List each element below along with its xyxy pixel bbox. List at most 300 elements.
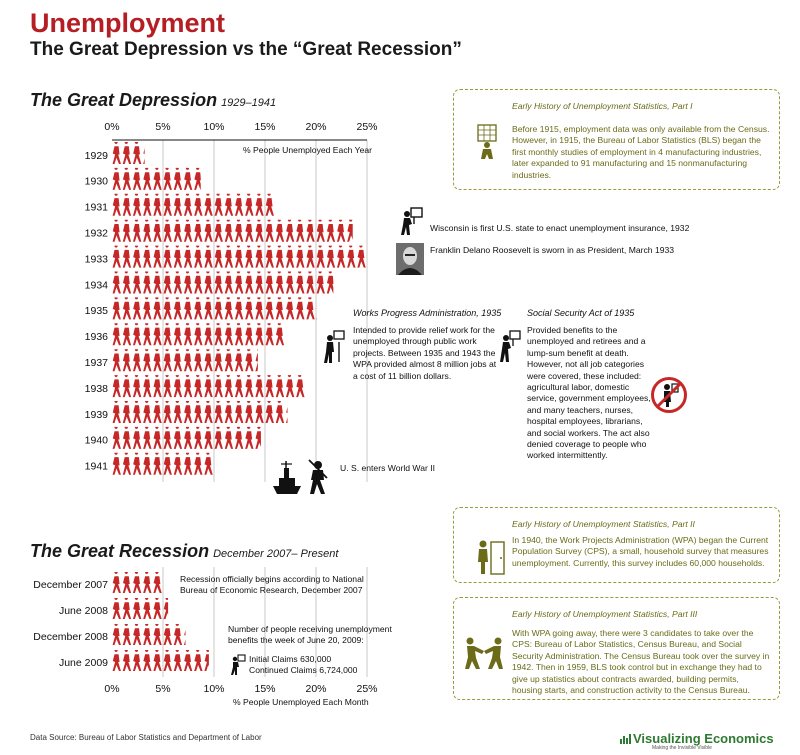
figure-mark — [235, 348, 243, 371]
tick-label: 0% — [104, 683, 120, 695]
tick-label: 25% — [356, 121, 378, 133]
figure-mark — [204, 452, 212, 475]
figure-mark — [174, 322, 182, 345]
brand-logo-icon — [620, 733, 632, 744]
category-label: December 2008 — [33, 631, 108, 643]
figure-mark — [194, 193, 202, 216]
figure-mark — [123, 244, 131, 267]
figure-mark — [184, 623, 192, 645]
category-label: 1930 — [84, 175, 108, 188]
recession-heading-text: The Great Recession — [30, 541, 210, 561]
figure-mark — [266, 218, 274, 241]
figure-mark — [215, 296, 223, 319]
figure-mark — [245, 374, 253, 397]
figure-mark — [143, 193, 151, 216]
figure-mark — [317, 218, 325, 241]
figure-mark — [153, 571, 161, 593]
figure-mark — [235, 193, 243, 216]
figure-mark — [266, 374, 274, 397]
figure-mark — [153, 374, 161, 397]
figure-mark — [255, 270, 263, 293]
figure-mark — [215, 426, 223, 449]
category-label: 1934 — [84, 279, 108, 292]
figure-mark — [174, 167, 182, 190]
figure-mark — [123, 623, 131, 645]
figure-mark — [113, 270, 121, 293]
figure-mark — [153, 597, 161, 619]
figure-mark — [266, 244, 274, 267]
figure-mark — [143, 244, 151, 267]
figure-mark — [204, 218, 212, 241]
figure-mark — [113, 400, 121, 423]
figure-mark — [276, 218, 284, 241]
figure-mark — [123, 597, 131, 619]
figure-mark — [133, 218, 141, 241]
figure-mark — [184, 244, 192, 267]
figure-mark — [235, 322, 243, 345]
info-box-part-3-title: Early History of Unemployment Statistics, Part III — [512, 609, 698, 619]
figure-mark — [143, 452, 151, 475]
figure-mark — [143, 623, 151, 645]
figure-mark — [194, 322, 202, 345]
figure-mark — [245, 322, 253, 345]
brand-tagline: Making the Invisible Visible — [652, 745, 712, 751]
figure-mark — [306, 218, 314, 241]
figure-mark — [296, 374, 304, 397]
figure-mark — [133, 193, 141, 216]
figure-mark — [133, 426, 141, 449]
figure-mark — [215, 374, 223, 397]
tick-label: 25% — [356, 683, 378, 695]
event-fdr: Franklin Delano Roosevelt is sworn in as President, March 1933 — [430, 245, 675, 255]
figure-mark — [133, 597, 141, 619]
figure-mark — [235, 218, 243, 241]
value-bar — [113, 141, 152, 164]
figure-mark — [113, 374, 121, 397]
figure-mark — [113, 452, 121, 475]
figure-mark — [123, 374, 131, 397]
recession-heading — [30, 541, 338, 562]
category-label: 1941 — [84, 460, 108, 473]
figure-mark — [133, 270, 141, 293]
figure-mark — [276, 400, 284, 423]
figure-mark — [113, 193, 121, 216]
tick-label: 5% — [155, 121, 171, 133]
figure-mark — [153, 193, 161, 216]
figure-mark — [123, 141, 131, 164]
figure-mark — [215, 270, 223, 293]
category-label: 1939 — [84, 408, 108, 421]
benefits-heading: Number of people receiving unemployment benefits the week of June 20, 2009: — [228, 624, 392, 646]
depression-heading-text: The Great Depression — [30, 90, 218, 110]
figure-mark — [296, 244, 304, 267]
figure-mark — [143, 141, 151, 164]
figure-mark — [255, 193, 263, 216]
figure-mark — [235, 244, 243, 267]
figure-mark — [215, 244, 223, 267]
figure-mark — [123, 348, 131, 371]
figure-mark — [164, 623, 172, 645]
figure-mark — [296, 270, 304, 293]
info-box-part-2 — [453, 507, 780, 583]
category-label: June 2009 — [58, 657, 108, 669]
figure-mark — [225, 270, 233, 293]
figure-mark — [113, 322, 121, 345]
battleship-icon — [272, 460, 302, 496]
value-bar — [113, 218, 356, 241]
figure-mark — [123, 452, 131, 475]
figure-mark — [123, 426, 131, 449]
figure-mark — [245, 218, 253, 241]
initial-claims: Initial Claims 630,000 — [249, 654, 332, 664]
figure-mark — [143, 322, 151, 345]
figure-mark — [123, 167, 131, 190]
figure-mark — [204, 400, 212, 423]
ssa-note-text: Provided benefits to the unemployed and retirees and a lump-sum benefit at death. However, not all job categories were covered, these included: agricultural labor, domestic service, government employees, and many teachers, nurses, hospital employees, librarians, and social workers. The act also denied coverage to people who worked intermittently. — [527, 325, 651, 461]
figure-mark — [113, 348, 121, 371]
figure-mark — [225, 193, 233, 216]
category-label: December 2007 — [33, 579, 108, 591]
value-bar — [113, 167, 203, 190]
figure-mark — [194, 452, 202, 475]
figure-mark — [194, 244, 202, 267]
figure-mark — [174, 400, 182, 423]
tick-label: 10% — [203, 683, 225, 695]
figure-mark — [174, 296, 182, 319]
figure-mark — [123, 296, 131, 319]
figure-mark — [164, 374, 172, 397]
figure-mark — [174, 426, 182, 449]
figure-mark — [347, 244, 355, 267]
value-bar — [113, 244, 366, 267]
figure-mark — [174, 649, 182, 671]
tick-label: 15% — [254, 683, 276, 695]
figure-mark — [153, 270, 161, 293]
info-box-part-1 — [453, 89, 780, 190]
figure-mark — [143, 218, 151, 241]
figure-mark — [327, 244, 335, 267]
figure-mark — [276, 322, 284, 345]
figure-mark — [286, 400, 294, 423]
value-bar — [113, 322, 285, 345]
figure-mark — [194, 400, 202, 423]
figure-mark — [235, 374, 243, 397]
figure-mark — [235, 426, 243, 449]
figure-mark — [266, 296, 274, 319]
figure-mark — [123, 270, 131, 293]
figure-mark — [133, 374, 141, 397]
figure-mark — [255, 400, 263, 423]
figure-mark — [225, 296, 233, 319]
event-wisconsin: Wisconsin is first U.S. state to enact unemployment insurance, 1932 — [430, 223, 690, 233]
category-label: 1936 — [84, 331, 108, 344]
figure-mark — [153, 400, 161, 423]
figure-mark — [306, 270, 314, 293]
figure-mark — [133, 649, 141, 671]
figure-mark — [215, 400, 223, 423]
figure-mark — [113, 597, 121, 619]
figure-mark — [286, 218, 294, 241]
figure-mark — [296, 218, 304, 241]
info-box-part-2-text: In 1940, the Work Projects Administration (WPA) began the Current Population Survey (CPS), a small, household survey that measures unemployment. Currently, this survey includes 60,000 households. — [512, 535, 769, 568]
figure-mark — [225, 426, 233, 449]
figure-mark — [225, 374, 233, 397]
figure-mark — [143, 571, 151, 593]
figure-mark — [174, 623, 182, 645]
figure-mark — [143, 348, 151, 371]
figure-mark — [164, 244, 172, 267]
figure-mark — [123, 400, 131, 423]
figure-mark — [174, 374, 182, 397]
info-box-part-3-text: With WPA going away, there were 3 candidates to take over the CPS: Bureau of Labor Statistics, Census Bureau, and Social Security Administration. The Census Bureau took over the survey in 1942. Then in 1959, BLS took control but in exchange they had to give up statistics about contracts awarded, building permits, housing starts, and construction activity to the Census Bureau. — [512, 628, 770, 696]
figure-mark — [133, 623, 141, 645]
figure-mark — [204, 374, 212, 397]
figure-mark — [276, 296, 284, 319]
figure-mark — [276, 244, 284, 267]
category-label: 1935 — [84, 305, 108, 318]
value-bar — [113, 623, 193, 645]
wpa-note-title: Works Progress Administration, 1935 — [353, 308, 502, 318]
figure-mark — [225, 348, 233, 371]
figure-mark — [317, 270, 325, 293]
figure-mark — [143, 400, 151, 423]
figure-mark — [194, 374, 202, 397]
category-label: 1932 — [84, 227, 108, 240]
main-subtitle: The Great Depression vs the “Great Recession” — [30, 39, 462, 60]
figure-mark — [194, 167, 202, 190]
value-bar — [113, 270, 336, 293]
figure-mark — [164, 167, 172, 190]
figure-mark — [143, 167, 151, 190]
figure-mark — [245, 426, 253, 449]
figure-mark — [204, 296, 212, 319]
figure-mark — [164, 193, 172, 216]
figure-mark — [164, 426, 172, 449]
figure-mark — [113, 649, 121, 671]
figure-mark — [306, 296, 314, 319]
value-bar — [113, 571, 162, 593]
figure-mark — [164, 218, 172, 241]
value-bar — [113, 400, 295, 423]
figure-mark — [245, 270, 253, 293]
figure-mark — [153, 623, 161, 645]
figure-mark — [153, 322, 161, 345]
figure-mark — [153, 348, 161, 371]
category-label: 1937 — [84, 356, 108, 369]
figure-mark — [113, 167, 121, 190]
figure-mark — [184, 649, 192, 671]
figure-mark — [153, 167, 161, 190]
figure-mark — [204, 649, 212, 671]
figure-mark — [184, 426, 192, 449]
tick-label: 20% — [305, 121, 327, 133]
figure-mark — [184, 193, 192, 216]
figure-mark — [194, 649, 202, 671]
handoff-icon — [462, 636, 506, 670]
figure-mark — [317, 244, 325, 267]
figure-mark — [123, 322, 131, 345]
depression-axis-caption: % People Unemployed Each Year — [243, 145, 372, 155]
figure-mark — [194, 270, 202, 293]
figure-mark — [266, 270, 274, 293]
figure-mark — [164, 649, 172, 671]
depression-heading — [30, 90, 276, 111]
figure-mark — [164, 597, 172, 619]
category-label: 1933 — [84, 253, 108, 266]
fdr-portrait-icon — [396, 243, 424, 275]
figure-mark — [276, 374, 284, 397]
figure-mark — [164, 348, 172, 371]
figure-mark — [255, 374, 263, 397]
recession-axis-caption: % People Unemployed Each Month — [233, 697, 369, 707]
soldier-icon — [306, 458, 332, 496]
value-bar — [113, 348, 264, 371]
figure-mark — [235, 270, 243, 293]
figure-mark — [143, 649, 151, 671]
continued-claims: Continued Claims 6,724,000 — [249, 665, 358, 675]
figure-mark — [306, 244, 314, 267]
figure-mark — [164, 322, 172, 345]
info-box-part-3 — [453, 597, 780, 700]
category-label: 1931 — [84, 201, 108, 214]
figure-mark — [225, 400, 233, 423]
figure-mark — [153, 649, 161, 671]
survey-interview-icon — [474, 538, 506, 576]
figure-mark — [255, 426, 263, 449]
tick-label: 20% — [305, 683, 327, 695]
figure-mark — [245, 296, 253, 319]
figure-mark — [245, 193, 253, 216]
figure-mark — [255, 244, 263, 267]
value-bar — [113, 296, 325, 319]
figure-mark — [276, 270, 284, 293]
figure-mark — [266, 193, 274, 216]
figure-mark — [286, 296, 294, 319]
figure-mark — [184, 348, 192, 371]
figure-mark — [153, 218, 161, 241]
figure-mark — [184, 452, 192, 475]
tick-label: 15% — [254, 121, 276, 133]
value-bar — [113, 374, 305, 397]
tick-label: 0% — [104, 121, 120, 133]
figure-mark — [184, 218, 192, 241]
figure-mark — [245, 244, 253, 267]
figure-mark — [143, 426, 151, 449]
figure-mark — [164, 296, 172, 319]
figure-mark — [133, 322, 141, 345]
figure-mark — [174, 244, 182, 267]
figure-mark — [215, 218, 223, 241]
depression-chart — [0, 110, 450, 490]
info-box-part-2-title: Early History of Unemployment Statistics, Part II — [512, 519, 695, 529]
figure-mark — [153, 452, 161, 475]
figure-mark — [174, 218, 182, 241]
figure-mark — [153, 244, 161, 267]
figure-mark — [235, 296, 243, 319]
figure-mark — [164, 400, 172, 423]
figure-mark — [123, 218, 131, 241]
census-worker-icon — [475, 124, 503, 162]
category-label: 1929 — [84, 149, 108, 162]
info-box-part-1-text: Before 1915, employment data was only available from the Census. However, in 1915, the Bureau of Labor Statistics (BLS) began the first monthly studies of employment in 4 manufacturing industries, later expanded to 91 manufacturing and 15 nonmanufacturing industries. — [512, 124, 770, 180]
figure-mark — [164, 270, 172, 293]
figure-mark — [194, 218, 202, 241]
event-recession-begins: Recession officially begins according to National Bureau of Economic Research, December 2007 — [180, 574, 364, 596]
figure-mark — [255, 348, 263, 371]
figure-mark — [235, 400, 243, 423]
tick-label: 10% — [203, 121, 225, 133]
figure-mark — [184, 374, 192, 397]
figure-mark — [194, 296, 202, 319]
figure-mark — [113, 623, 121, 645]
figure-mark — [174, 452, 182, 475]
category-label: 1940 — [84, 434, 108, 447]
figure-mark — [113, 141, 121, 164]
figure-mark — [153, 426, 161, 449]
figure-mark — [123, 649, 131, 671]
figure-mark — [194, 348, 202, 371]
worker-shovel-icon — [322, 330, 348, 364]
figure-mark — [174, 270, 182, 293]
claims-sign-icon — [230, 654, 246, 676]
event-wwii: U. S. enters World War II — [340, 463, 436, 473]
figure-mark — [266, 322, 274, 345]
figure-mark — [113, 296, 121, 319]
figure-mark — [184, 400, 192, 423]
figure-mark — [245, 400, 253, 423]
figure-mark — [204, 193, 212, 216]
ssa-note-title: Social Security Act of 1935 — [527, 308, 635, 318]
figure-mark — [123, 571, 131, 593]
figure-mark — [286, 270, 294, 293]
figure-mark — [133, 571, 141, 593]
figure-mark — [133, 348, 141, 371]
figure-mark — [225, 322, 233, 345]
figure-mark — [204, 322, 212, 345]
figure-mark — [113, 244, 121, 267]
figure-mark — [113, 571, 121, 593]
figure-mark — [204, 426, 212, 449]
value-bar — [113, 193, 274, 216]
brand-name: Visualizing Economics — [633, 731, 774, 746]
figure-mark — [133, 452, 141, 475]
main-title: Unemployment — [30, 8, 226, 38]
figure-mark — [174, 193, 182, 216]
figure-mark — [204, 348, 212, 371]
figure-mark — [184, 296, 192, 319]
figure-mark — [204, 244, 212, 267]
figure-mark — [133, 167, 141, 190]
figure-mark — [164, 452, 172, 475]
data-source: Data Source: Bureau of Labor Statistics and Department of Labor — [30, 733, 262, 742]
figure-mark — [337, 244, 345, 267]
figure-mark — [255, 218, 263, 241]
info-box-part-1-title: Early History of Unemployment Statistics, Part I — [512, 101, 693, 111]
figure-mark — [255, 296, 263, 319]
depression-years: 1929–1941 — [221, 97, 277, 109]
figure-mark — [215, 322, 223, 345]
figure-mark — [184, 167, 192, 190]
figure-mark — [215, 193, 223, 216]
figure-mark — [133, 296, 141, 319]
figure-mark — [317, 296, 325, 319]
figure-mark — [286, 374, 294, 397]
figure-mark — [133, 400, 141, 423]
figure-mark — [113, 426, 121, 449]
figure-mark — [337, 218, 345, 241]
figure-mark — [327, 218, 335, 241]
figure-mark — [133, 244, 141, 267]
